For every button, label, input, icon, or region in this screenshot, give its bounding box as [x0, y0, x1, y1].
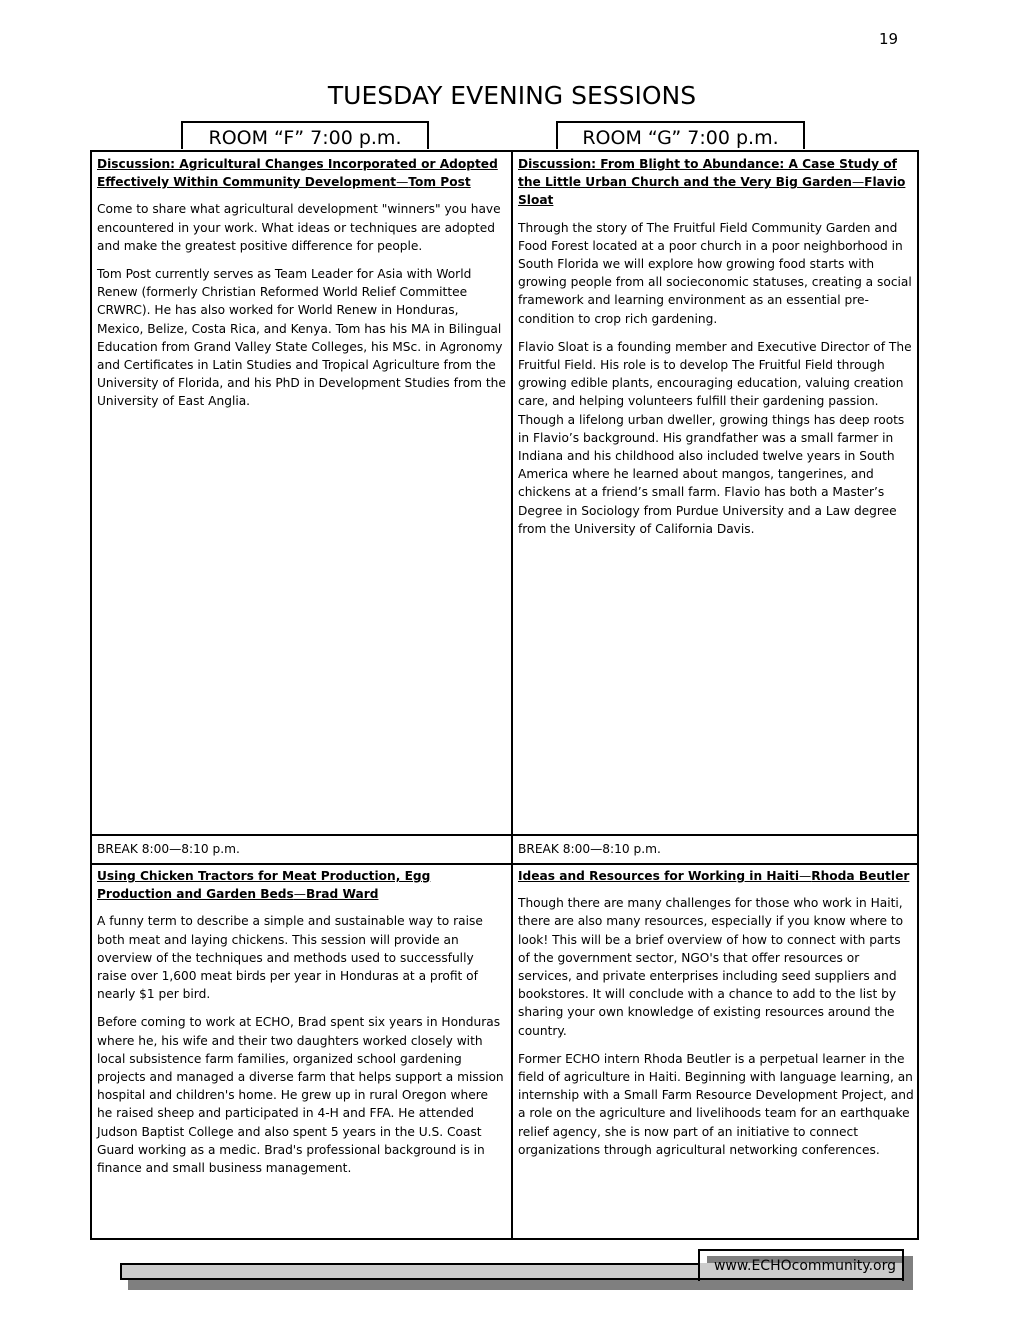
session-description: Come to share what agricultural development "winners" you have encountered in your work. What ideas or techniques are adopted and make the greatest positive difference for people.: [97, 202, 501, 253]
session-cell-room-f-1: [97, 155, 507, 421]
room-g-label: ROOM “G” 7:00 p.m.: [556, 121, 805, 149]
session-description: Though there are many challenges for those who work in Haiti, there are also many resources, especially if you know where to look! This will be a brief overview of how to connect with parts of the government sector, NGO's that offer resources or services, and private enterprises including seed suppliers and bookstores. It will conclude with a chance to add to the list by sharing your own knowledge of existing resources around the country.: [518, 896, 904, 1038]
session-heading: [518, 155, 914, 210]
speaker-bio: Tom Post currently serves as Team Leader for Asia with World Renew (formerly Christian Reformed World Relief Committee CRWRC). He has also worked for World Renew in Honduras, Mexico, Belize, Costa Rica, and Kenya. Tom has his MA in Bilingual Education from Grand Valley State Colleges, his MSc. in Agronomy and Certificates in Latin Studies and Tropical Agriculture from the University of Florida, and his PhD in Development Studies from the University of East Anglia.: [97, 267, 506, 409]
speaker-bio: Before coming to work at ECHO, Brad spent six years in Honduras where he, his wife and their two daughters worked closely with local subsistence farm families, organized school gardening projects and managed a diverse farm that helps support a mission hospital and children's home. He grew up in rural Oregon where he raised sheep and participated in 4-H and FFA. He attended Judson Baptist College and also spent 5 years in the U.S. Coast Guard working as a medic. Brad's professional background is in finance and small business management.: [97, 1015, 504, 1176]
session-cell-room-g-1: [518, 155, 914, 548]
speaker-bio: Former ECHO intern Rhoda Beutler is a perpetual learner in the field of agriculture in Haiti. Beginning with language learning, an internship with a Small Farm Resource Development Project, and a role on the agriculture and livelihoods team for an earthquake relief agency, she is now part of an initiative to connect organizations through agricultural networking conferences.: [518, 1051, 914, 1157]
separator: —: [799, 869, 812, 883]
separator: —: [396, 175, 409, 190]
break-row-bottom-divider: [90, 863, 919, 865]
session-speaker: Brad Ward: [305, 887, 379, 902]
session-heading: [97, 867, 507, 903]
session-heading: [97, 155, 507, 191]
break-label-room-f: BREAK 8:00—8:10 p.m.: [97, 842, 240, 856]
session-title: Using Chicken Tractors for Meat Production, Egg Production and Garden Beds: [97, 869, 431, 902]
session-cell-room-f-2: [97, 867, 507, 1187]
footer-website-link[interactable]: www.ECHOcommunity.org: [713, 1258, 896, 1274]
column-divider: [511, 150, 513, 1240]
page-number: 19: [879, 30, 899, 48]
break-row-top-divider: [90, 834, 919, 836]
speaker-bio: Flavio Sloat is a founding member and Executive Director of The Fruitful Field. His role is to develop The Fruitful Field through growing edible plants, encouraging education, valuing creation care, and helping volunteers fulfill their gardening passion. Though a lifelong urban dweller, growing things has deep roots in Flavio’s background. His grandfather was a small farmer in Indiana and his childhood also included twelve years in South America where he learned about mangos, tangerines, and chickens at a friend’s small farm. Flavio has both a Master’s Degree in Sociology from Purdue University and a Law degree from the University of California Davis.: [518, 339, 912, 536]
session-speaker: Rhoda Beutler: [811, 869, 910, 883]
session-description: A funny term to describe a simple and sustainable way to raise both meat and laying chickens. This session will provide an overview of the techniques and methods used to successfully raise over 1,600 meat birds per year in Honduras at a profit of nearly $1 per bird.: [97, 914, 483, 1002]
session-speaker: Tom Post: [408, 175, 471, 190]
separator: —: [851, 175, 865, 190]
session-speaker: Flavio Sloat: [518, 175, 906, 208]
session-cell-room-g-2: [518, 867, 914, 1169]
break-label-room-g: BREAK 8:00—8:10 p.m.: [518, 842, 661, 856]
session-title: Discussion: From Blight to Abundance: A Case Study of the Little Urban Church and the Very Big Garden: [518, 157, 897, 190]
session-heading: [518, 867, 914, 885]
session-title: Discussion: Agricultural Changes Incorporated or Adopted Effectively Within Community Development: [97, 157, 498, 190]
room-f-label: ROOM “F” 7:00 p.m.: [181, 121, 429, 149]
separator: —: [293, 887, 306, 902]
footer-website-tab: [698, 1249, 904, 1281]
session-description: Through the story of The Fruitful Field Community Garden and Food Forest located at a poor church in a poor neighborhood in South Florida we will explore how growing food starts with growing people from all socieconomic statuses, creating a social framework and learning environment as an essential pre-condition to crop rich gardening.: [518, 220, 912, 326]
session-title: Ideas and Resources for Working in Haiti: [518, 869, 800, 883]
page-title: TUESDAY EVENING SESSIONS: [327, 80, 697, 110]
